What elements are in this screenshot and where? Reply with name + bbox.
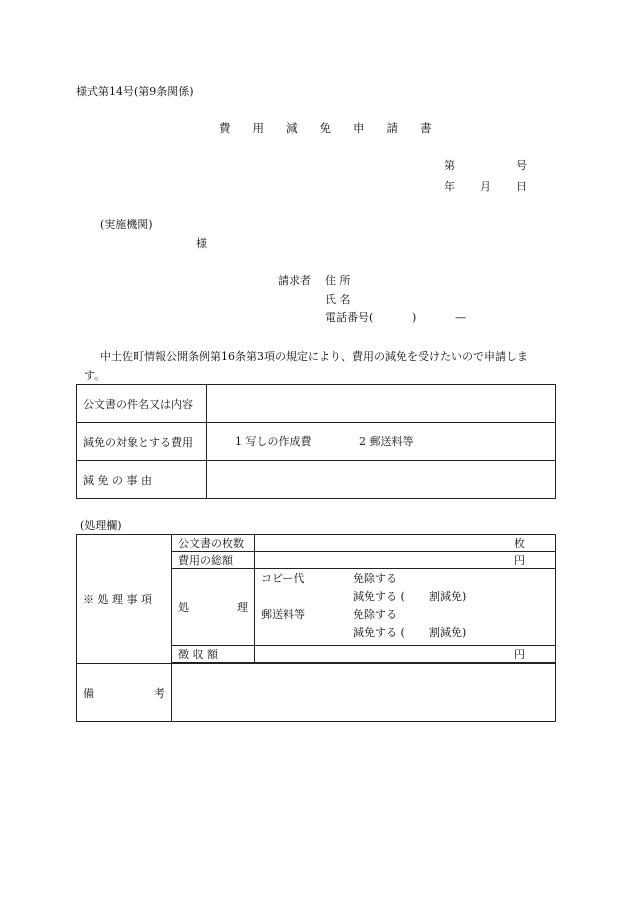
document-title: 費用減免申請書 — [219, 121, 454, 135]
statement-line1: 中土佐町情報公開条例第16条第3項の規定により、費用の減免を受けたいので申請しま — [100, 350, 528, 363]
total-label: 費用の総額 — [172, 552, 255, 569]
processing-table — [76, 534, 556, 722]
requester-name-label: 氏 名 — [325, 293, 351, 306]
table-row — [77, 461, 556, 499]
requester-phone-dash: — — [455, 311, 466, 324]
addressee-org: (実施機関) — [100, 218, 153, 231]
processing-heading: (処理欄) — [80, 519, 122, 532]
date-day: 日 — [516, 180, 527, 193]
requester-phone-label: 電話番号( — [325, 311, 374, 324]
collected-unit: 円 — [255, 646, 556, 663]
reason-label: 減 免 の 事 由 — [77, 461, 207, 499]
process-label — [172, 569, 255, 646]
cost-option-postage[interactable]: 2 郵送料等 — [359, 435, 414, 448]
remarks-label-left: 備 — [83, 686, 94, 700]
cost-option-copy[interactable]: 1 写しの作成費 — [235, 435, 312, 448]
postage-label: 郵送料等 — [261, 608, 305, 621]
copy-reduce-option[interactable]: 減免する ( — [353, 590, 405, 603]
application-table — [76, 384, 556, 499]
collected-label: 徴 収 額 — [172, 646, 255, 663]
requester-address-label: 住 所 — [325, 274, 351, 287]
copy-fee-label: コピー代 — [261, 572, 305, 585]
process-label-right: 理 — [237, 601, 248, 614]
doc-number-suffix: 号 — [516, 159, 527, 172]
date-month: 月 — [480, 180, 491, 193]
total-unit: 円 — [255, 552, 556, 569]
process-label-left: 処 — [178, 601, 189, 614]
process-details — [255, 569, 556, 646]
remarks-label — [77, 664, 172, 722]
statement-line2: す。 — [84, 369, 106, 382]
table-row — [77, 664, 556, 722]
remarks-label-right: 考 — [154, 686, 165, 700]
processing-section-label: ※ 処 理 事 項 — [77, 535, 172, 664]
requester-label: 請求者 — [278, 274, 311, 287]
remarks-field[interactable] — [172, 664, 556, 722]
subject-label: 公文書の件名又は内容 — [77, 385, 207, 423]
reason-field[interactable] — [207, 461, 556, 499]
table-row — [77, 385, 556, 423]
requester-phone-close: ) — [412, 311, 417, 324]
sheets-unit: 枚 — [255, 535, 556, 552]
cost-label: 減免の対象とする費用 — [77, 423, 207, 461]
copy-reduce-suffix: 割減免) — [429, 590, 467, 603]
table-row — [77, 535, 556, 552]
date-year: 年 — [444, 180, 455, 193]
addressee-honorific: 様 — [196, 237, 207, 250]
postage-reduce-option[interactable]: 減免する ( — [353, 626, 405, 639]
sheets-label: 公文書の枚数 — [172, 535, 255, 552]
table-row — [77, 423, 556, 461]
postage-reduce-suffix: 割減免) — [429, 626, 467, 639]
doc-number-prefix: 第 — [444, 159, 455, 172]
form-number: 様式第14号(第9条関係) — [76, 85, 194, 98]
postage-exempt-option[interactable]: 免除する — [353, 608, 397, 621]
cost-options[interactable] — [207, 423, 556, 461]
subject-field[interactable] — [207, 385, 556, 423]
copy-exempt-option[interactable]: 免除する — [353, 572, 397, 585]
